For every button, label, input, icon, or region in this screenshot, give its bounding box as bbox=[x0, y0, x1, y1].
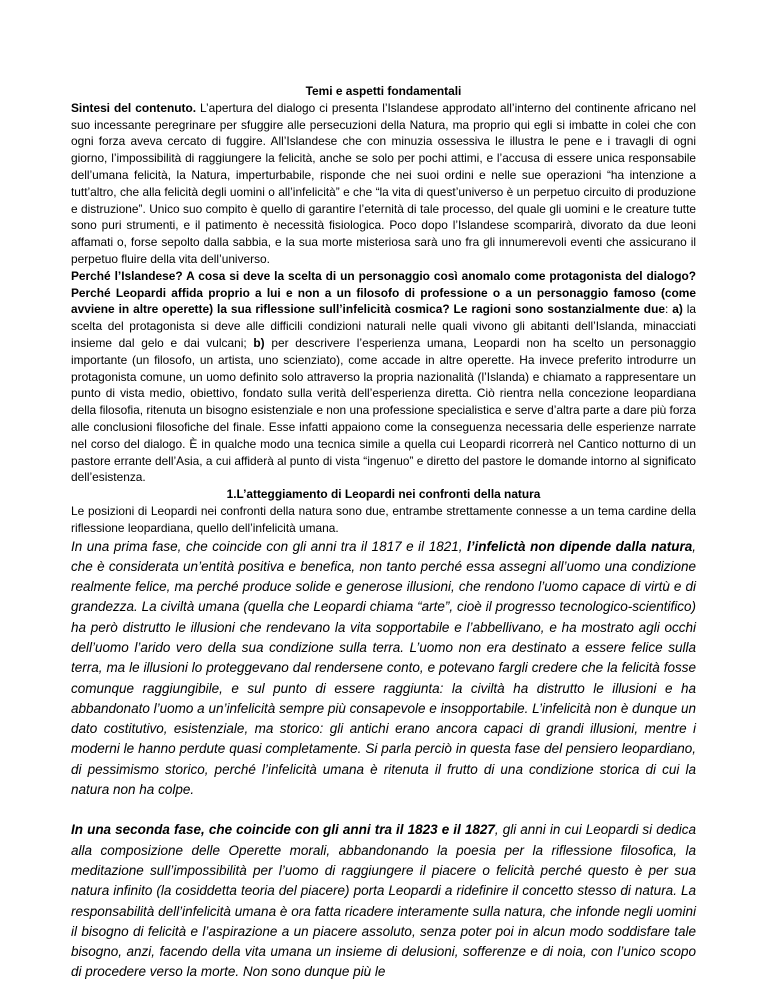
perche-b-marker: b) bbox=[253, 335, 265, 350]
second-phase-text: , gli anni in cui Leopardi si dedica alla composizione delle Operette morali, abbandonando la poesia per la riflessione filosofica, la meditazione sull’impossibilità per l’uomo di raggiungere il piacere o felicità perché questo è per sua natura infinito (la cosiddetta teoria del piacere) porta Leopardi a ridefinire il concetto stesso di natura. La responsabilità dell’infelicità umana è ora fatta ricadere interamente sulla natura, che infonde negli uomini il bisogno di felicità e l’aspirazione a un piacere assoluto, senza poter poi in alcun modo soddisfare tale bisogno, anzi, facendo della vita umana un insieme di delusioni, sofferenze e di noia, con l’unico scopo di procedere verso la morte. Non sono dunque più le bbox=[71, 822, 696, 980]
perche-question: Perché l’Islandese? A cosa si deve la scelta di un personaggio così anomalo come protagonista del dialogo? Perché Leopardi affida proprio a lui e non a un filosofo di professione o a un personaggio famoso (come avviene in altre operette) la sua riflessione sull’infelicità cosmica? Le ragioni sono sostanzialmente due bbox=[71, 268, 696, 317]
second-phase-bold: In una seconda fase, che coincide con gli anni tra il 1823 e il 1827 bbox=[71, 822, 495, 838]
first-phase-bold: l’infelictà non dipende dalla natura bbox=[467, 538, 693, 554]
first-phase-lead: In una prima fase, che coincide con gli anni tra il 1817 e il 1821, bbox=[71, 538, 468, 554]
first-phase-text: , che è considerata un’entità positiva e benefica, non tanto perché essa assegni all’uomo una condizione realmente felice, ma perché produce solide e generose illusioni, che rendono l’uomo capace di virtù e di grandezza. La civiltà umana (quella che Leopardi chiama “arte”, cioè il progresso tecnologico-scientifico) ha però distrutto le illusioni che rendevano la vita sopportabile e l’abbellivano, e ha mostrato agli occhi dell’uomo l’arido vero della sua condizione sulla terra. L’uomo non era destinato a essere felice sulla terra, ma le illusioni lo proteggevano dal rendersene conto, e potevano fargli credere che la felicità fosse comunque raggiungibile, e sul punto di essere raggiunta: la civiltà ha distrutto le illusioni e ha abbandonato l’uomo a un’infelicità sempre più consapevole e insopportabile. L’infelicità non è dunque un dato costitutivo, esistenziale, ma storico: gli antichi erano ancora capaci di grandi illusioni, mentre i moderni le hanno perdute quasi completamente. Si parla perciò in questa fase del pensiero leopardiano, di pessimismo storico, perché l’infelicità umana è ritenuta il frutto di una condizione storica di cui la natura non ha colpe. bbox=[71, 538, 696, 798]
document-title: Temi e aspetti fondamentali bbox=[305, 84, 462, 98]
first-phase-paragraph bbox=[71, 537, 696, 801]
perche-paragraph bbox=[71, 268, 696, 486]
perche-b-text: per descrivere l’esperienza umana, Leopardi non ha scelto un personaggio importante (un filosofo, un artista, uno scienziato), come accade in altre operette. Ha invece preferito introdurre un protagonista comune, un uomo definito solo attraverso la propria nazionalità (l’Islanda) e chiamato a rappresentare un punto di vista medio, obiettivo, fondato sulla verità dell’esperienza diretta. Ciò rientra nella concezione leopardiana della filosofia, ritenuta un bisogno esistenziale e non una professione specialistica e serve d’altra parte a dare più forza alle conclusioni filosofiche del finale. Esse infatti appaiono come la conseguenza necessaria delle esperienze narrate nel corso del dialogo. È in qualche modo una tecnica simile a quella cui Leopardi ricorrerà nel Cantico notturno di un pastore errante dell’Asia, a cui affiderà al punto di vista “ingenuo” e diretto del pastore le domande intorno al significato dell’esistenza. bbox=[71, 335, 696, 485]
sintesi-text: L’apertura del dialogo ci presenta l’Islandese approdato all’interno del continente africano nel suo incessante peregrinare per sfuggire alle persecuzioni della Natura, ma proprio qui egli si imbatte in colei che con ogni forza aveva cercato di fuggire. All’Islandese che con minuzia ossessiva le illustra le pene e i travagli di ogni giorno, l’impossibilità di raggiungere la felicità, anche se solo per pochi attimi, e l’accusa di essere unica responsabile dell’umana felicità, la Natura, imperturbabile, risponde che nei suoi ordini e nelle sue operazioni “ha intenzione a tutt’altro, che alla felicità degli uomini o all’infelicità” e che “la vita di quest’universo è un perpetuo circuito di produzione e distruzione”. Unico suo compito è quello di garantire l’eternità di tale processo, del quale gli uomini e le creature tutte sono puri strumenti, e il patimento è necessità fisiologica. Poco dopo l’Islandese scomparirà, divorato da due leoni affamati o, forse sepolto dalla sabbia, e la sua morte misteriosa sarà uno fra gli innumerevoli eventi che assicurano il perpetuo fluire della vita dell’universo. bbox=[71, 100, 696, 266]
perche-a-marker: a) bbox=[672, 302, 683, 317]
section-intro: Le posizioni di Leopardi nei confronti della natura sono due, entrambe strettamente connesse a un tema cardine della riflessione leopardiana, quello dell’infelicità umana. bbox=[71, 503, 696, 535]
section-heading: 1.L’atteggiamento di Leopardi nei confronti della natura bbox=[226, 487, 541, 502]
second-phase-paragraph bbox=[71, 820, 696, 982]
perche-a-text: la scelta del protagonista si deve alle difficili condizioni naturali nelle quali vivono gli abitanti dell’Islanda, minacciati insieme dal gelo e dai vulcani; bbox=[71, 302, 697, 350]
perche-colon: : bbox=[664, 302, 673, 317]
sintesi-label: Sintesi del contenuto. bbox=[71, 100, 197, 115]
sintesi-paragraph bbox=[71, 100, 696, 268]
